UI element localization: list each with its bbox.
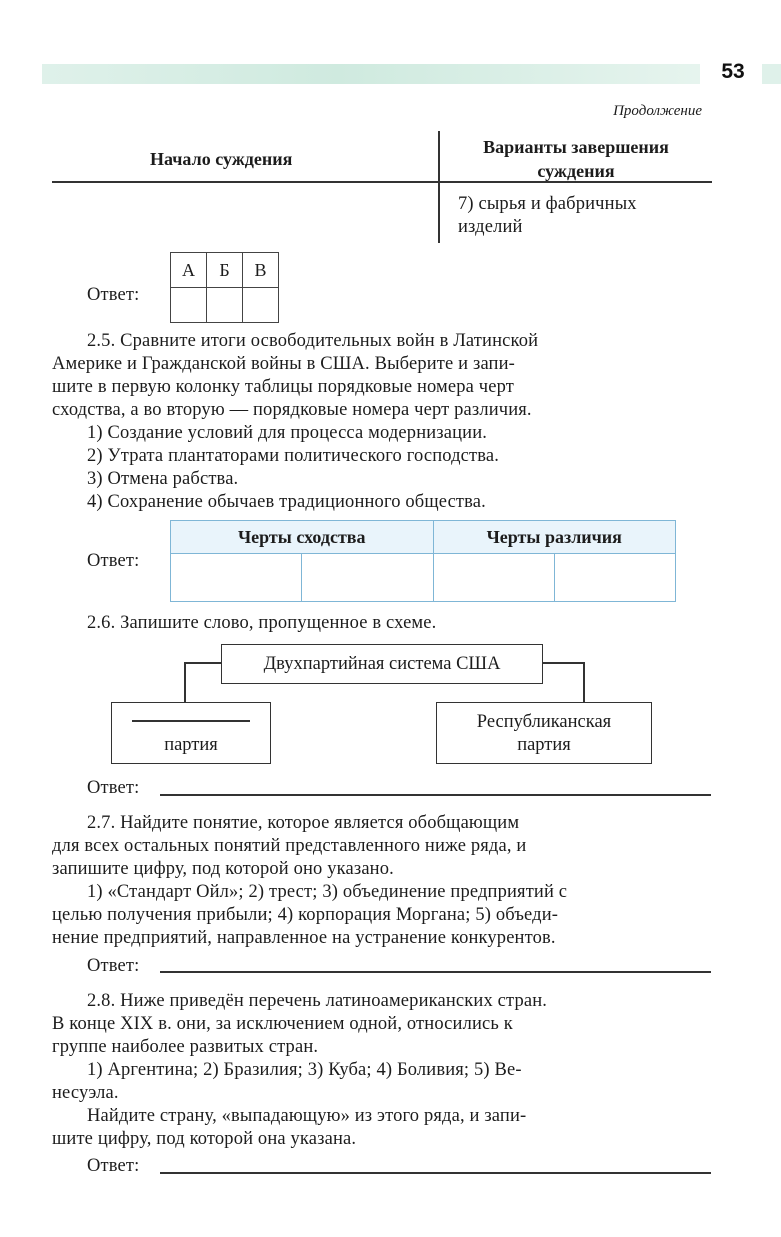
task-2-5-option: 3) Отмена рабства. (87, 469, 239, 489)
header-band (42, 64, 700, 84)
answer-line[interactable] (160, 794, 711, 796)
differences-header: Черты различия (433, 521, 676, 554)
answer-label: Ответ: (87, 956, 140, 976)
task-2-7-line: для всех остальных понятий представленного ниже ряда, и (52, 836, 527, 856)
similarities-cell[interactable] (302, 554, 433, 602)
diagram-connector (184, 662, 222, 664)
task-2-8-line: 2.8. Ниже приведён перечень латиноамериканских стран. (87, 991, 548, 1011)
missing-word-blank[interactable] (132, 720, 250, 722)
answer-grid-header: В (243, 253, 279, 288)
answer-grid-cell[interactable] (243, 288, 279, 323)
table-col1-header: Начало суждения (150, 149, 293, 169)
diagram-top-box-label: Двухпартийная система США (263, 654, 501, 674)
similarities-cell[interactable] (171, 554, 302, 602)
answer-line[interactable] (160, 971, 711, 973)
task-2-7-line: 2.7. Найдите понятие, которое является обобщающим (87, 813, 520, 833)
similarities-header: Черты сходства (171, 521, 434, 554)
page-number: 53 (721, 60, 745, 83)
task-2-5-option: 1) Создание условий для процесса модернизации. (87, 423, 488, 443)
answer-label: Ответ: (87, 285, 140, 305)
task-2-7-option: целью получения прибыли; 4) корпорация Моргана; 5) объеди- (52, 905, 559, 925)
task-2-8-line: группе наиболее развитых стран. (52, 1037, 319, 1057)
task-2-7-option: нение предприятий, направленное на устранение конкурентов. (52, 928, 556, 948)
answer-label: Ответ: (87, 778, 140, 798)
task-2-7-option: 1) «Стандарт Ойл»; 2) трест; 3) объединение предприятий с (87, 882, 568, 902)
task-2-6-text: 2.6. Запишите слово, пропущенное в схеме. (87, 613, 437, 633)
table-cell-line2: изделий (458, 217, 523, 237)
diagram-right-box-label-line1: Республиканская (476, 712, 612, 732)
answer-line[interactable] (160, 1172, 711, 1174)
diagram-top-box (221, 644, 543, 684)
table-cell-line1: 7) сырья и фабричных (458, 194, 637, 214)
table-col2-header-line1: Варианты завершения (483, 137, 669, 157)
differences-cell[interactable] (554, 554, 675, 602)
answer-label: Ответ: (87, 1156, 140, 1176)
task-2-5-line: 2.5. Сравните итоги освободительных войн в Латинской (87, 331, 539, 351)
diagram-connector (542, 662, 584, 664)
diagram-connector (583, 662, 585, 704)
task-2-5-option: 4) Сохранение обычаев традиционного общества. (87, 492, 486, 512)
differences-cell[interactable] (433, 554, 554, 602)
task-2-8-instruction: Найдите страну, «выпадающую» из этого ряда, и запи- (87, 1106, 527, 1126)
task-2-8-line: В конце XIX в. они, за исключением одной, относились к (52, 1014, 513, 1034)
task-2-5-line: сходства, а во вторую — порядковые номера черт различия. (52, 400, 532, 420)
answer-grid-header: Б (207, 253, 243, 288)
task-2-8-option: несуэла. (52, 1083, 119, 1103)
similarities-differences-table (170, 520, 676, 602)
diagram-connector (184, 662, 186, 704)
diagram-left-box-label: партия (164, 735, 218, 755)
table-header-rule (52, 181, 712, 183)
task-2-8-option: 1) Аргентина; 2) Бразилия; 3) Куба; 4) Боливия; 5) Ве- (87, 1060, 522, 1080)
diagram-right-box-label-line2: партия (517, 735, 571, 755)
table-col2-header-line2: суждения (537, 161, 615, 181)
task-2-5-line: шите в первую колонку таблицы порядковые номера черт (52, 377, 515, 397)
table-column-divider (438, 131, 440, 243)
task-2-5-line: Америке и Гражданской войны в США. Выберите и запи- (52, 354, 515, 374)
diagram-right-box (436, 702, 652, 764)
diagram-left-box (111, 702, 271, 764)
header-band-edge (762, 64, 781, 84)
answer-grid-cell[interactable] (171, 288, 207, 323)
continuation-label: Продолжение (613, 103, 702, 119)
answer-grid (170, 252, 279, 323)
answer-grid-cell[interactable] (207, 288, 243, 323)
task-2-7-line: запишите цифру, под которой оно указано. (52, 859, 394, 879)
answer-grid-header: А (171, 253, 207, 288)
task-2-5-option: 2) Утрата плантаторами политического господства. (87, 446, 500, 466)
task-2-8-instruction: шите цифру, под которой она указана. (52, 1129, 357, 1149)
answer-label: Ответ: (87, 551, 140, 571)
